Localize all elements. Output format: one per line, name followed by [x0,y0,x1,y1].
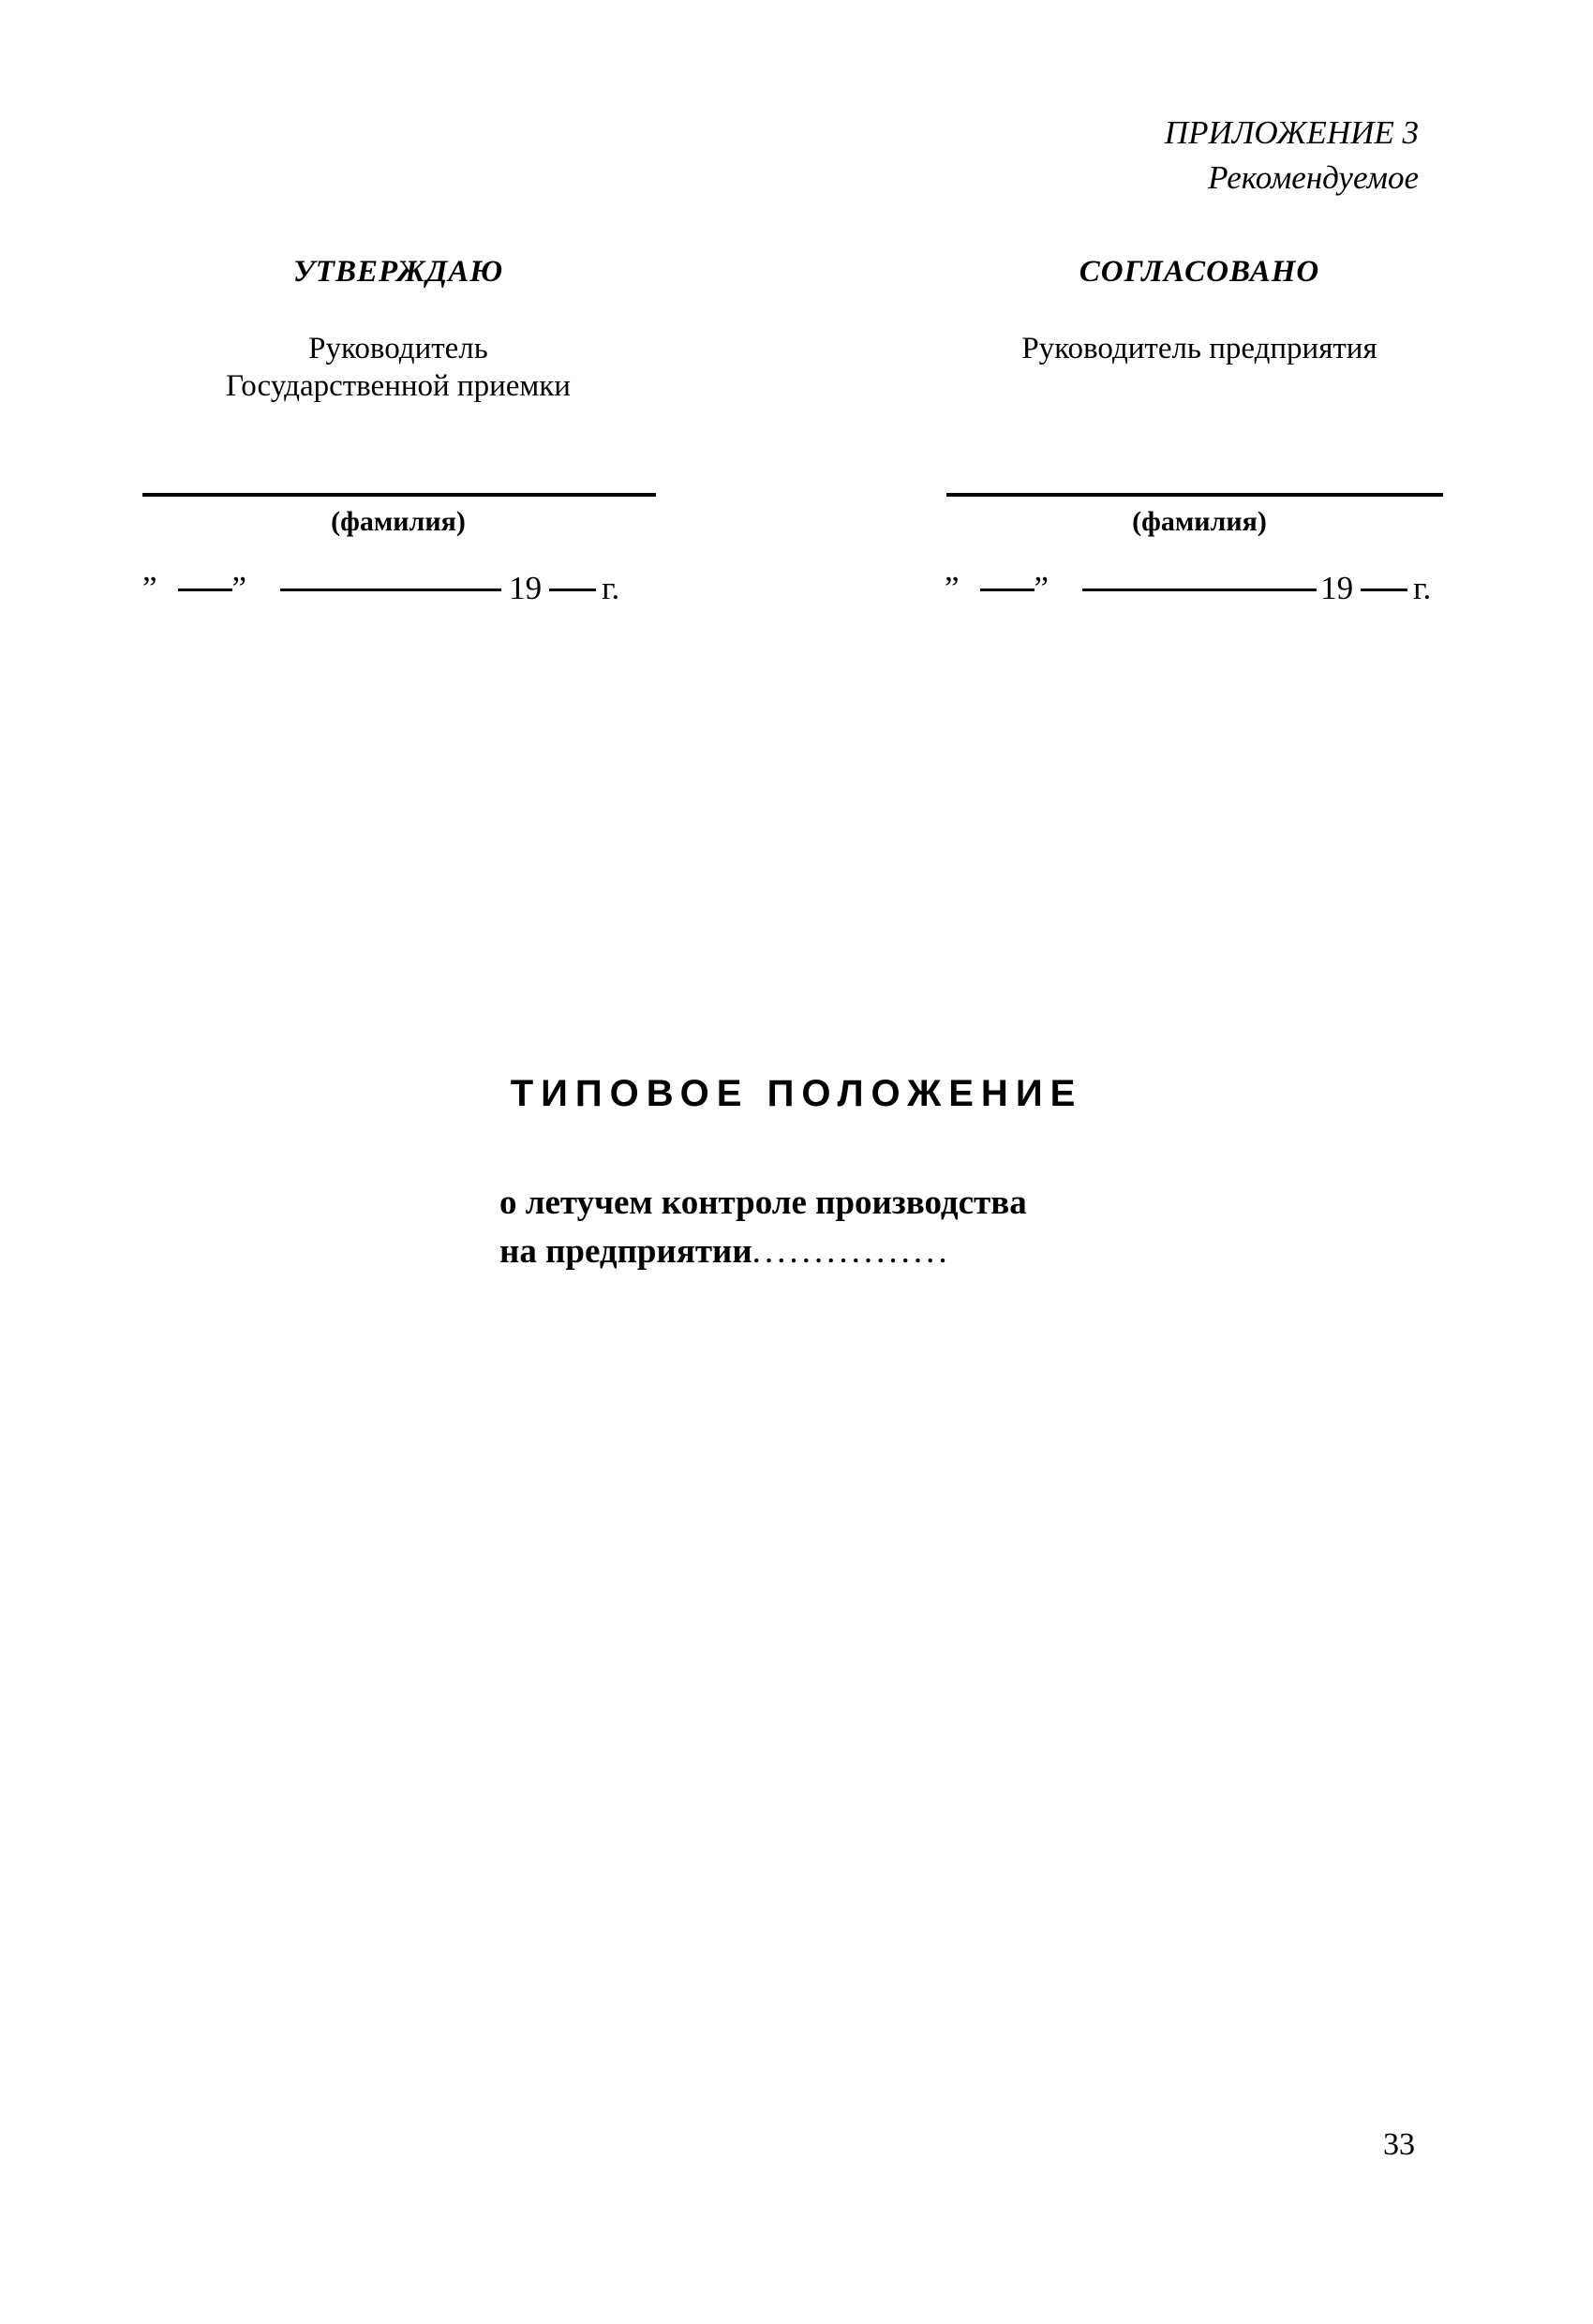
agree-name-label: (фамилия) [1132,506,1267,537]
approve-name-label: (фамилия) [331,506,466,537]
agree-role-line1: Руководитель предприятия [1021,332,1377,365]
agree-year-suffix: г. [1413,570,1432,606]
agree-year-prefix: 19 [1320,570,1354,606]
agree-year-blank [1361,588,1407,591]
subtitle-line2 [499,1228,1027,1276]
approve-date-row [142,570,619,607]
agree-quote-close: ” [1034,570,1050,606]
document-subtitle [499,1179,1027,1276]
approve-role-line1: Руководитель [308,332,488,365]
subtitle-line1: о летучем контроле производства [499,1184,1027,1222]
agree-date-row [945,570,1431,607]
approve-year-blank [549,588,596,591]
agree-quote-open: ” [945,570,960,606]
approve-signature-line [142,493,656,497]
approve-heading: УТВЕРЖДАЮ [292,255,504,289]
approve-month-blank [280,588,501,591]
approve-role [141,330,656,405]
approve-year-suffix: г. [602,570,620,606]
approve-role-line2: Государственной приемки [226,369,571,403]
approve-day-blank [178,588,232,591]
agree-role [946,330,1452,367]
agree-signature-line [946,493,1443,497]
agree-heading: СОГЛАСОВАНО [1079,255,1320,289]
agree-month-blank [1082,588,1317,591]
appendix-block [1165,111,1419,201]
approve-year-prefix: 19 [509,570,543,606]
appendix-label: ПРИЛОЖЕНИЕ 3 [1164,114,1419,151]
subtitle-dots: ................ [752,1232,951,1271]
agree-day-blank [980,588,1035,591]
appendix-status: Рекомендуемое [1208,159,1419,196]
approve-quote-open: ” [142,570,157,606]
page-number: 33 [1383,2127,1415,2162]
document-title: ТИПОВОЕ ПОЛОЖЕНИЕ [510,1073,1083,1114]
approve-quote-close: ” [231,570,247,606]
subtitle-line2-text: на предприятии [499,1232,752,1271]
